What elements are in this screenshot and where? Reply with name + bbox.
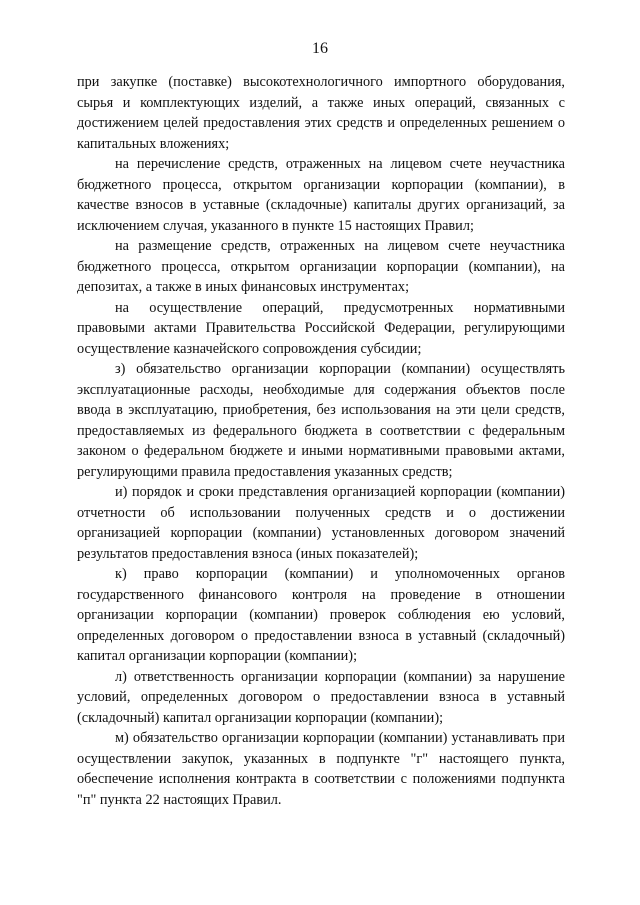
paragraph-deposits: на размещение средств, отраженных на лицевом счете неучастника бюджетного процесса, открытом организации корпорации (компании), на депозитах, а также в иных финансовых инструментах; [77, 238, 565, 295]
paragraph-item-z: з) обязательство организации корпорации (компании) осуществлять эксплуатационные расходы, необходимые для содержания объектов после ввода в эксплуатацию, приобретения, без использования на эти цели средств, предоставляемых из федерального бюджета в соответствии с федеральным законом о федеральном бюджете и иными нормативными правовыми актами, регулирующими правила предоставления указанных средств; [77, 361, 565, 480]
paragraph-item-k: к) право корпорации (компании) и уполномоченных органов государственного финансового контроля на проведение в отношении организации корпорации (компании) проверок соблюдения ею условий, определенных договором о предоставлении взноса в уставный (складочный) капитал организации корпорации (компании); [77, 566, 565, 664]
paragraph-treasury-operations: на осуществление операций, предусмотренных нормативными правовыми актами Правительства Российской Федерации, регулирующими осуществление казначейского сопровождения субсидии; [77, 299, 565, 357]
paragraph-continuation: при закупке (поставке) высокотехнологичного импортного оборудования, сырья и комплектующих изделий, а также иных операций, связанных с достижением целей предоставления этих средств и определенных решением о капитальных вложениях; [77, 74, 565, 152]
paragraph-item-l: л) ответственность организации корпорации (компании) за нарушение условий, определенных договором о предоставлении взноса в уставный (складочный) капитал организации корпорации (компании); [77, 668, 565, 726]
document-body [77, 72, 565, 810]
paragraph-transfer-contributions: на перечисление средств, отраженных на лицевом счете неучастника бюджетного процесса, открытом организации корпорации (компании), в качестве взносов в уставные (складочные) капиталы других организаций, за исключением случая, указанного в пункте 15 настоящих Правил; [77, 156, 565, 234]
paragraph-item-m: м) обязательство организации корпорации (компании) устанавливать при осуществлении закупок, указанных в подпункте "г" настоящего пункта, обеспечение исполнения контракта в соответствии с положениями подпункта "п" пункта 22 настоящих Правил. [77, 730, 565, 808]
paragraph-item-i: и) порядок и сроки представления организацией корпорации (компании) отчетности об использовании полученных средств и о достижении организацией корпорации (компании) установленных договором значений результатов предоставления взноса (иных показателей); [77, 484, 565, 562]
page-number: 16 [312, 40, 328, 57]
